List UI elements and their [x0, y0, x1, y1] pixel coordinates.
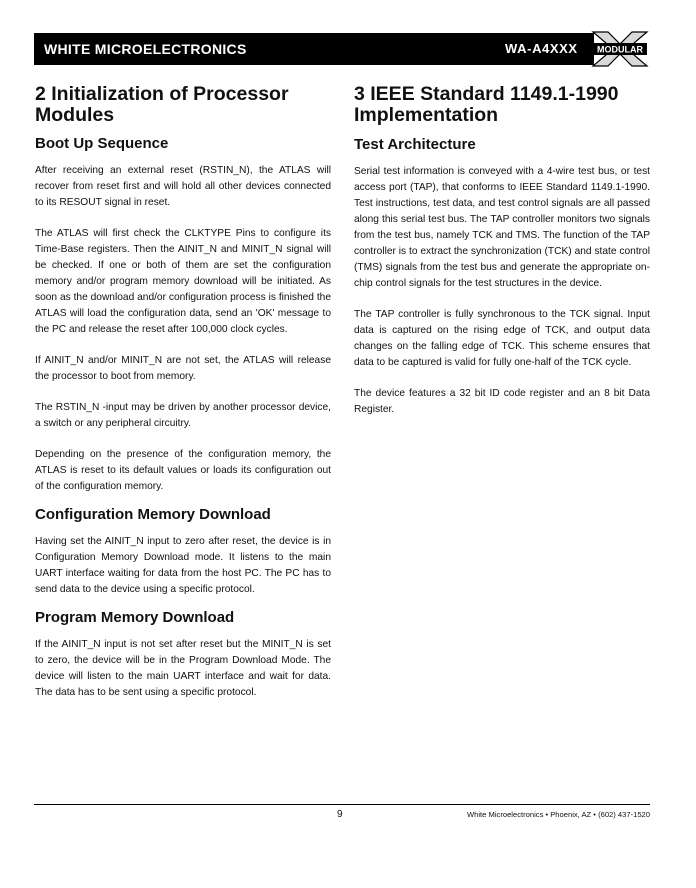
config-download-heading: Configuration Memory Download	[35, 506, 271, 523]
test-paragraph-1: Serial test information is conveyed with a 4-wire test bus, or test access port (TAP), that conforms to IEEE Standard 1149.1-1990. Test instructions, test data, and test control signals are all passed along this serial test bus. The TAP controller monitors two signals from the test bus, namely TCK and TMS. The function of the TAP controller is to extract the synchronization (TCK) and state control (TMS) signals from the test bus and generate the appropriate on-chip control signals for the test structures in the device.	[354, 166, 650, 289]
boot-paragraph-3: If AINIT_N and/or MINIT_N are not set, the ATLAS will release the processor to boot from memory.	[35, 355, 331, 382]
program-paragraph-1: If the AINIT_N input is not set after reset but the MINIT_N is set to zero, the device will be in the Program Download Mode. The device will listen to the main UART interface and wait for data. The data has to be sent using a specific protocol.	[35, 639, 331, 698]
boot-paragraph-2: The ATLAS will first check the CLKTYPE Pins to configure its Time-Base registers. Then the AINIT_N and MINIT_N signal will be checked. If one or both of them are set the configuration memory and/or program memory download will be initiated. As soon as the download and/or configuration process is finished the ATLAS will load the configuration data, send an 'OK' message to the PC and release the reset after 100,000 clock cycles.	[35, 228, 331, 335]
test-paragraph-3: The device features a 32 bit ID code register and an 8 bit Data Register.	[354, 388, 650, 415]
left-column	[35, 84, 331, 701]
footer-rule	[34, 804, 650, 805]
right-column	[354, 84, 650, 418]
test-architecture-heading: Test Architecture	[354, 136, 476, 153]
boot-paragraph-1: After receiving an external reset (RSTIN_N), the ATLAS will recover from reset first and will hold all other devices connected to its RESOUT signal in reset.	[35, 165, 331, 208]
section-3-title: 3 IEEE Standard 1149.1-1990 Implementation	[354, 83, 619, 126]
modular-logo-icon	[591, 31, 649, 67]
page-number: 9	[337, 809, 343, 820]
config-paragraph-1: Having set the AINIT_N input to zero after reset, the device is in Configuration Memory Download mode. It listens to the main UART interface waiting for data from the host PC. The PC has to send data to the device using a specific protocol.	[35, 536, 331, 595]
section-2-title: 2 Initialization of Processor Modules	[35, 83, 289, 126]
footer-contact: White Microelectronics • Phoenix, AZ • (602) 437-1520	[466, 810, 650, 819]
boot-paragraph-4: The RSTIN_N -input may be driven by another processor device, a switch or any peripheral circuitry.	[35, 402, 331, 429]
boot-up-heading: Boot Up Sequence	[35, 135, 169, 152]
logo-text: MODULAR	[597, 44, 643, 55]
boot-paragraph-5: Depending on the presence of the configuration memory, the ATLAS is reset to its default values or loads its configuration out of the configuration memory.	[35, 449, 331, 492]
program-download-heading: Program Memory Download	[35, 609, 235, 626]
company-name: WHITE MICROELECTRONICS	[44, 41, 247, 57]
part-number: WA-A4XXX	[505, 41, 578, 56]
test-paragraph-2: The TAP controller is fully synchronous to the TCK signal. Input data is captured on the rising edge of TCK, and output data changes on the falling edge of TCK. This scheme ensures that data to be captured is valid for fully one-half of the TCK cycle.	[354, 309, 650, 368]
